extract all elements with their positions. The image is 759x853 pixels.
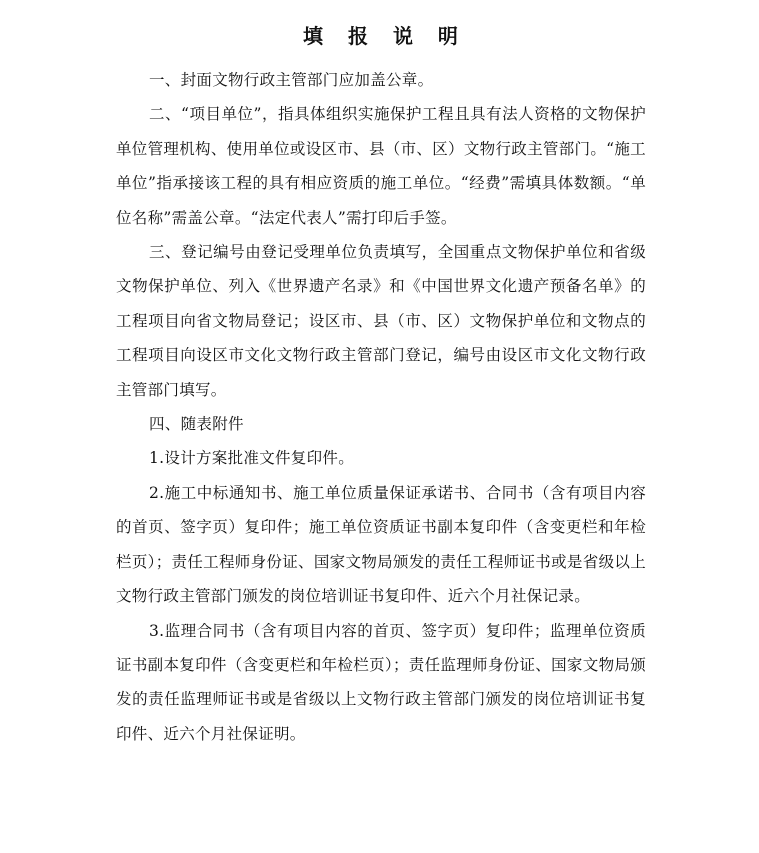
page-title: 填 报 说 明 xyxy=(303,24,467,48)
paragraph-attachment-3: 3.监理合同书（含有项目内容的首页、签字页）复印件；监理单位资质证书副本复印件（含变更栏和年检栏页）；责任监理师身份证、国家文物局颁发的责任监理师证书或是省级以上文物行政主管部门颁发的岗位培训证书复印件、近六个月社保证明。 xyxy=(116,621,646,743)
paragraph-attachment-1: 1.设计方案批准文件复印件。 xyxy=(149,449,354,468)
paragraph-attachments-heading: 四、随表附件 xyxy=(149,415,244,434)
paragraph-seal-requirement: 一、封面文物行政主管部门应加盖公章。 xyxy=(149,71,434,89)
paragraph-unit-definitions: 二、“项目单位”，指具体组织实施保护工程且具有法人资格的文物保护单位管理机构、使用单位或设区市、县（市、区）文物行政主管部门。“施工单位”指承接该工程的具有相应资质的施工单位。“经费”需填具体数额。“单位名称”需盖公章。“法定代表人”需打印后手签。 xyxy=(116,105,646,227)
paragraph-registration-number: 三、登记编号由登记受理单位负责填写，全国重点文物保护单位和省级文物保护单位、列入《世界遗产名录》和《中国世界文化遗产预备名单》的工程项目向省文物局登记；设区市、县（市、区）文物保护单位和文物点的工程项目向设区市文化文物行政主管部门登记，编号由设区市文化文物行政主管部门填写。 xyxy=(116,243,646,399)
paragraph-attachment-2: 2.施工中标通知书、施工单位质量保证承诺书、合同书（含有项目内容的首页、签字页）复印件；施工单位资质证书副本复印件（含变更栏和年检栏页）；责任工程师身份证、国家文物局颁发的责任工程师证书或是省级以上文物行政主管部门颁发的岗位培训证书复印件、近六个月社保记录。 xyxy=(116,483,646,606)
